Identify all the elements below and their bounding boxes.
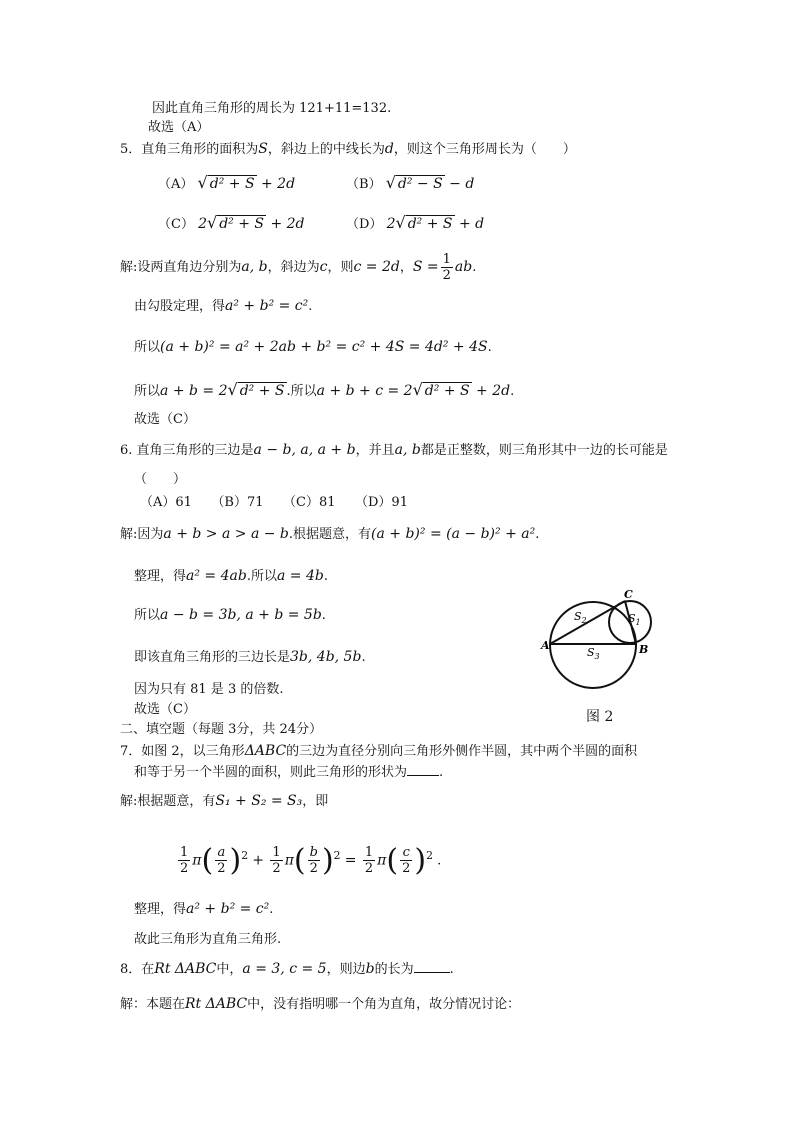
side-ac — [550, 601, 625, 644]
text-line-perimeter: 因此直角三角形的周长为 121+11=132. — [152, 101, 392, 116]
option-d: （D） 2√ d² + S + d — [346, 213, 485, 232]
figure-2-diagram — [535, 585, 665, 695]
solution-6-sides: 所以a − b = 3b, a + b = 5b. — [134, 607, 326, 623]
solution-7-simplify: 整理，得a² + b² = c². — [134, 901, 274, 917]
solution-8-intro: 解：本题在Rt ΔABC中，没有指明哪一个角为直角，故分情况讨论： — [120, 996, 521, 1012]
solution-5-pythagoras: 由勾股定理，得a² + b² = c². — [134, 298, 313, 314]
solution-6-answer: 故选（C） — [134, 702, 196, 717]
label-s2: $S_2$ — [574, 610, 587, 625]
solution-6-simplify: 整理，得a² = 4ab.所以a = 4b. — [134, 568, 328, 584]
solution-5-expand: 所以(a + b)² = a² + 2ab + b² = c² + 4S = 4d² + 4S. — [134, 339, 492, 355]
question-7-line-1: 7．如图 2，以三角形ΔABC的三边为直径分别向三角形外侧作半圆，其中两个半圆的面积 — [120, 743, 638, 759]
question-6-options: （A）61 （B）71 （C）81 （D）91 — [140, 495, 408, 510]
solution-6-triangle: 即该直角三角形的三边长是3b, 4b, 5b. — [134, 649, 366, 665]
solution-5-answer: 故选（C） — [134, 412, 196, 427]
solution-7-intro: 解:根据题意，有S₁ + S₂ = S₃，即 — [120, 793, 329, 809]
label-b: B — [639, 643, 649, 656]
question-7-line-2: 和等于另一个半圆的面积，则此三角形的形状为 . — [134, 762, 443, 782]
option-c: （C） 2√ d² + S + 2d — [158, 213, 305, 232]
solution-7-equation: $\frac{1}{2}$ π( $\frac{a}{2}$ )$^2$ + $\frac{1}{2}$ π( $\frac{b}{2}$ )$^2$ = $\frac{1}{2}$ π( $\frac{c}{2}$ )$^2$ . — [180, 842, 442, 878]
solution-6-intro: 解:因为a + b > a > a − b.根据题意，有(a + b)² = (a − b)² + a². — [120, 526, 540, 542]
figure-2-caption: 图 2 — [586, 709, 614, 725]
label-a: A — [541, 639, 550, 652]
label-c: C — [624, 588, 633, 601]
question-6: 6. 直角三角形的三边是a − b, a, a + b，并且a, b都是正整数，则三角形其中一边的长可能是 — [120, 442, 668, 458]
solution-7-conclusion: 故此三角形为直角三角形. — [134, 932, 282, 947]
option-a: （A） √ d² + S + 2d — [158, 173, 296, 192]
option-b: （B） √ d² − S − d — [346, 173, 475, 192]
solution-5-sum: 所以a + b = 2√ d² + S .所以a + b + c = 2√ d² + S + 2d. — [134, 380, 515, 399]
question-6-paren: （ ） — [134, 472, 187, 487]
section-2-heading: 二、填空题（每题 3分，共 24分） — [120, 722, 323, 737]
text-line-answer-a: 故选（A） — [148, 120, 210, 135]
question-5: 5．直角三角形的面积为S，斜边上的中线长为d，则这个三角形周长为（ ） — [120, 141, 576, 157]
solution-6-reason: 因为只有 81 是 3 的倍数. — [134, 682, 284, 697]
label-s3: $S_3$ — [587, 646, 600, 661]
question-8: 8．在Rt ΔABC中，a = 3, c = 5，则边b的长为 . — [120, 961, 454, 977]
label-s1: $S_1$ — [628, 612, 641, 627]
solution-5-intro: 解:设两直角边分别为a, b，斜边为c，则c = 2d，S = $\frac{1}{2}$ ab. — [120, 252, 477, 283]
